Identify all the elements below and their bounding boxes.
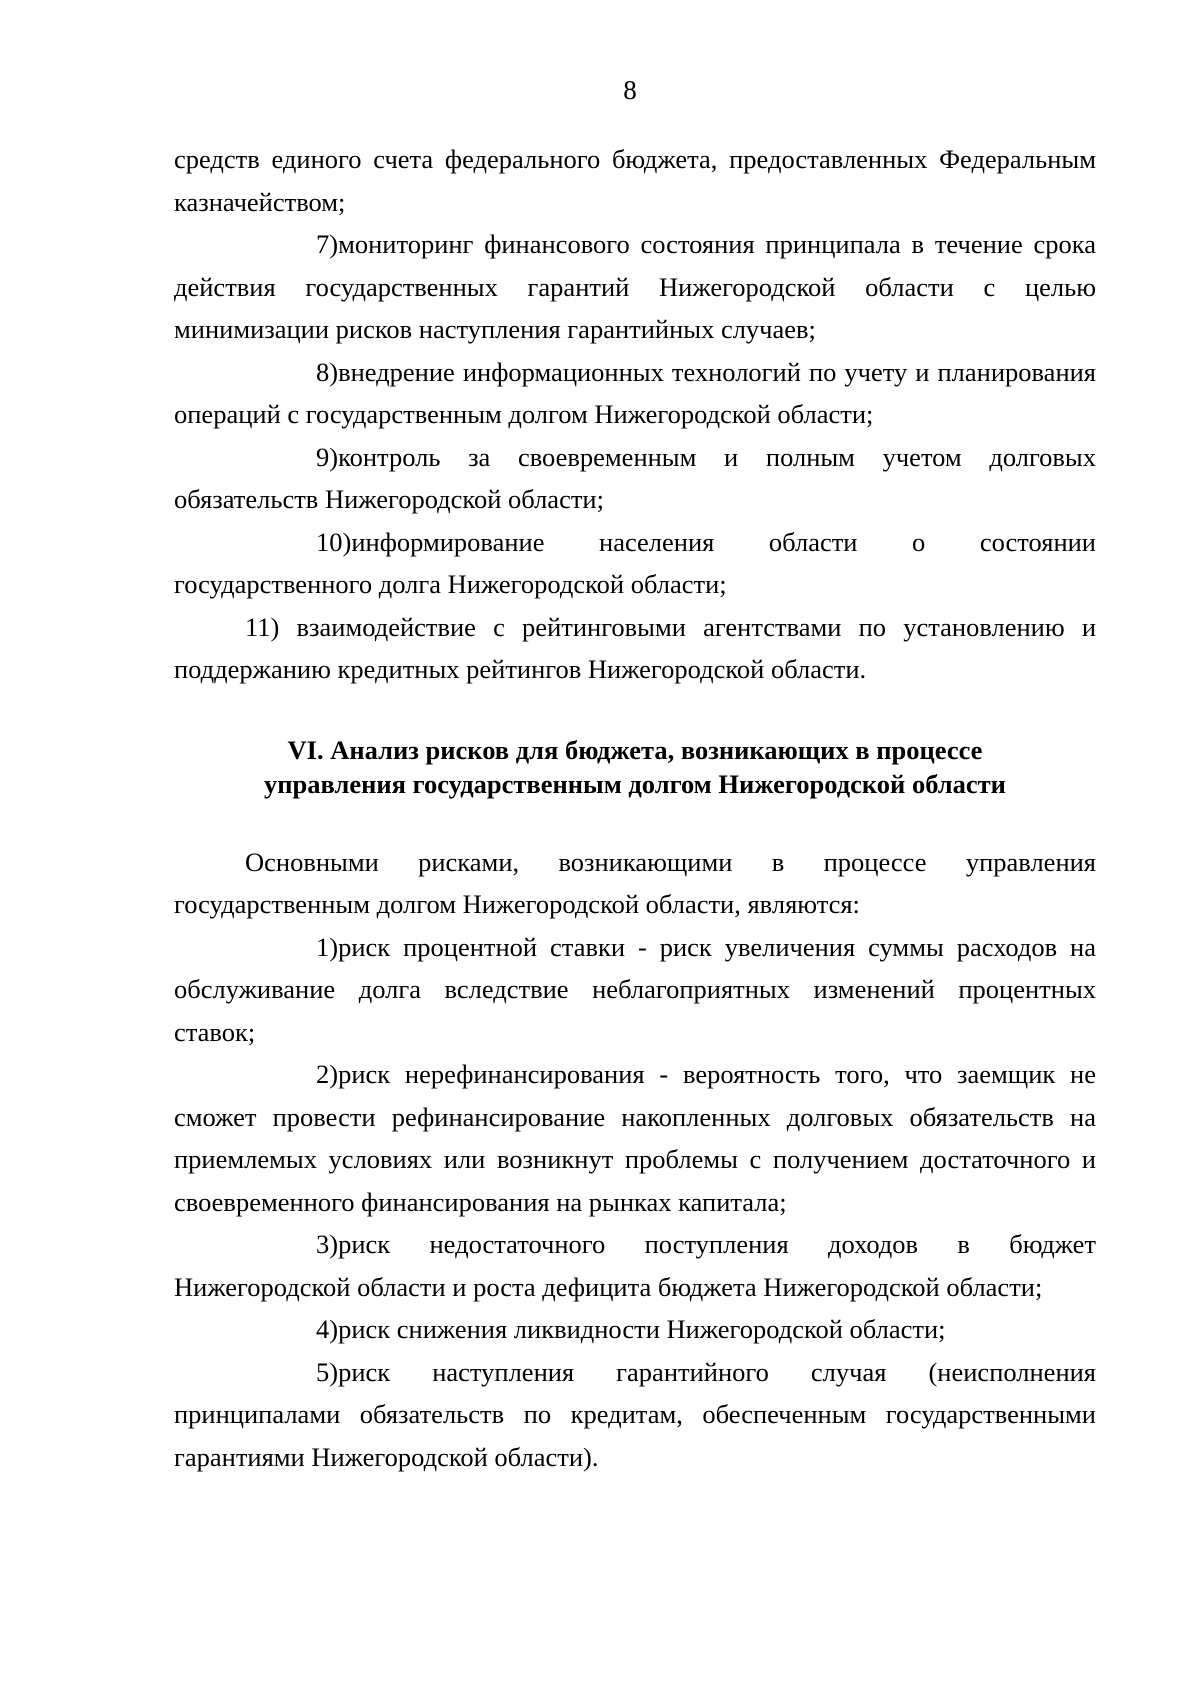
list-item-text: внедрение информационных технологий по учету и планирования операций с государственным долгом Нижегородской области; <box>174 356 1096 429</box>
risk-item-number: 1) <box>316 931 339 962</box>
list-item <box>174 223 1096 351</box>
intro-paragraph: Основными рисками, возникающими в процессе управления государственным долгом Нижегородской области, являются: <box>174 846 1096 919</box>
continuation-paragraph: средств единого счета федерального бюджета, предоставленных Федеральным казначейством; <box>174 144 1096 217</box>
risk-item-number: 2) <box>316 1059 339 1089</box>
risk-item-number: 3) <box>316 1229 339 1259</box>
risk-item <box>174 1308 1096 1351</box>
risk-item-number: 5) <box>316 1356 339 1387</box>
risk-item-text: риск нерефинансирования - вероятность того, что заемщик не сможет провести рефинансирование накопленных долговых обязательств на приемлемых условиях или возникнут проблемы с получением достаточного и своевременного финансирования на рынках капитала; <box>174 1059 1096 1217</box>
document-body <box>174 138 1096 1478</box>
list-item-text: взаимодействие с рейтинговыми агентствами по установлению и поддержанию кредитных рейтингов Нижегородской области. <box>174 611 1097 684</box>
risk-item <box>174 926 1096 1054</box>
risk-item-text: риск снижения ликвидности Нижегородской области; <box>338 1314 946 1344</box>
risk-item-text: риск наступления гарантийного случая (неисполнения принципалами обязательств по кредитам, обеспеченным государственными гарантиями Нижегородской области). <box>174 1356 1096 1472</box>
section-heading <box>174 733 1096 801</box>
list-item-number: 10) <box>316 526 352 557</box>
section-heading-line-2: управления государственным долгом Нижегородской области <box>264 768 1006 799</box>
list-item <box>174 351 1096 436</box>
list-item-number: 8) <box>316 356 339 387</box>
list-item <box>174 436 1096 521</box>
section-heading-line-1: VI. Анализ рисков для бюджета, возникающих в процессе <box>287 734 983 765</box>
page-number: 8 <box>623 75 637 105</box>
list-item <box>174 606 1096 691</box>
risk-item <box>174 1053 1096 1223</box>
list-item-number: 7) <box>316 229 339 259</box>
list-item-number: 9) <box>316 441 339 472</box>
list-item-number: 11) <box>245 611 280 642</box>
risk-item-text: риск недостаточного поступления доходов в бюджет Нижегородской области и роста дефицита бюджета Нижегородской области; <box>174 1229 1096 1302</box>
risk-item <box>174 1223 1096 1308</box>
risk-item-text: риск процентной ставки - риск увеличения суммы расходов на обслуживание долга вследствие неблагоприятных изменений процентных ставок; <box>174 931 1096 1047</box>
risk-item-number: 4) <box>316 1314 339 1344</box>
list-item-text: контроль за своевременным и полным учетом долговых обязательств Нижегородской области; <box>174 441 1096 514</box>
list-item-text: мониторинг финансового состояния принципала в течение срока действия государственных гарантий Нижегородской области с целью минимизации рисков наступления гарантийных случаев; <box>174 229 1096 344</box>
risk-item <box>174 1351 1096 1479</box>
list-item <box>174 521 1096 606</box>
list-item-text: информирование населения области о состоянии государственного долга Нижегородской области; <box>174 526 1096 599</box>
